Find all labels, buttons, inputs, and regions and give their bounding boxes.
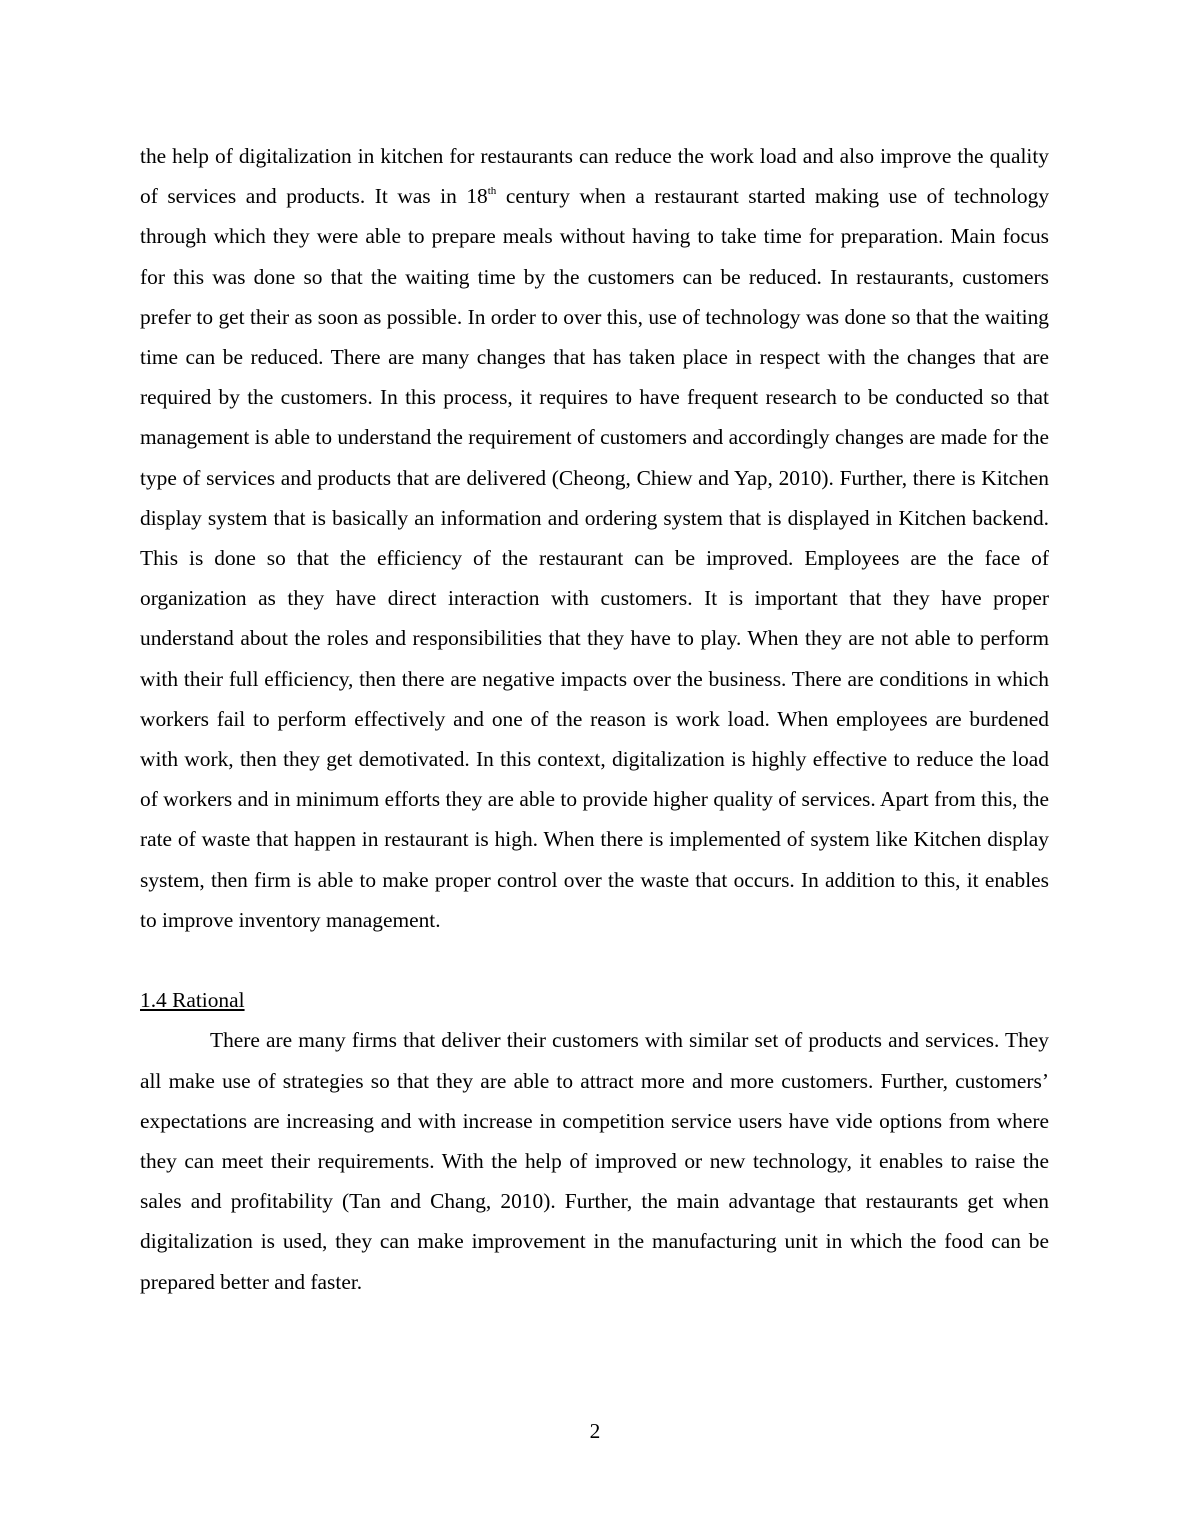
- ordinal-superscript: th: [487, 185, 497, 198]
- paragraph-1-text-start: the help of digitalization in kitchen for restaurants can reduce the work load and also improve the quality of services and products. It was in 18: [140, 144, 1049, 209]
- page-body: [140, 136, 1049, 1302]
- body-paragraph-1: [140, 136, 1049, 940]
- paragraph-1-text-end: century when a restaurant started making use of technology through which they were able to prepare meals without having to take time for preparation. Main focus for this was done so that the waiting time by the customers can be reduced. In restaurants, customers prefer to get their as soon as possible. In order to over this, use of technology was done so that the waiting time can be reduced. There are many changes that has taken place in respect with the changes that are required by the customers. In this process, it requires to have frequent research to be conducted so that management is able to understand the requirement of customers and accordingly changes are made for the type of services and products that are delivered (Cheong, Chiew and Yap, 2010). Further, there is Kitchen display system that is basically an information and ordering system that is displayed in Kitchen backend. This is done so that the efficiency of the restaurant can be improved. Employees are the face of organization as they have direct interaction with customers. It is important that they have proper understand about the roles and responsibilities that they have to play. When they are not able to perform with their full efficiency, then there are negative impacts over the business. There are conditions in which workers fail to perform effectively and one of the reason is work load. When employees are burdened with work, then they get demotivated. In this context, digitalization is highly effective to reduce the load of workers and in minimum efforts they are able to provide higher quality of services. Apart from this, the rate of waste that happen in restaurant is high. When there is implemented of system like Kitchen display system, then firm is able to make proper control over the waste that occurs. In addition to this, it enables to improve inventory management.: [140, 184, 1050, 932]
- body-paragraph-2: There are many firms that deliver their customers with similar set of products and services. They all make use of strategies so that they are able to attract more and more customers. Further, customers’ expectations are increasing and with increase in competition service users have vide options from where they can meet their requirements. With the help of improved or new technology, it enables to raise the sales and profitability (Tan and Chang, 2010). Further, the main advantage that restaurants get when digitalization is used, they can make improvement in the manufacturing unit in which the food can be prepared better and faster.: [140, 1028, 1049, 1294]
- page-number: 2: [589, 1419, 601, 1443]
- section-heading: 1.4 Rational: [140, 988, 245, 1013]
